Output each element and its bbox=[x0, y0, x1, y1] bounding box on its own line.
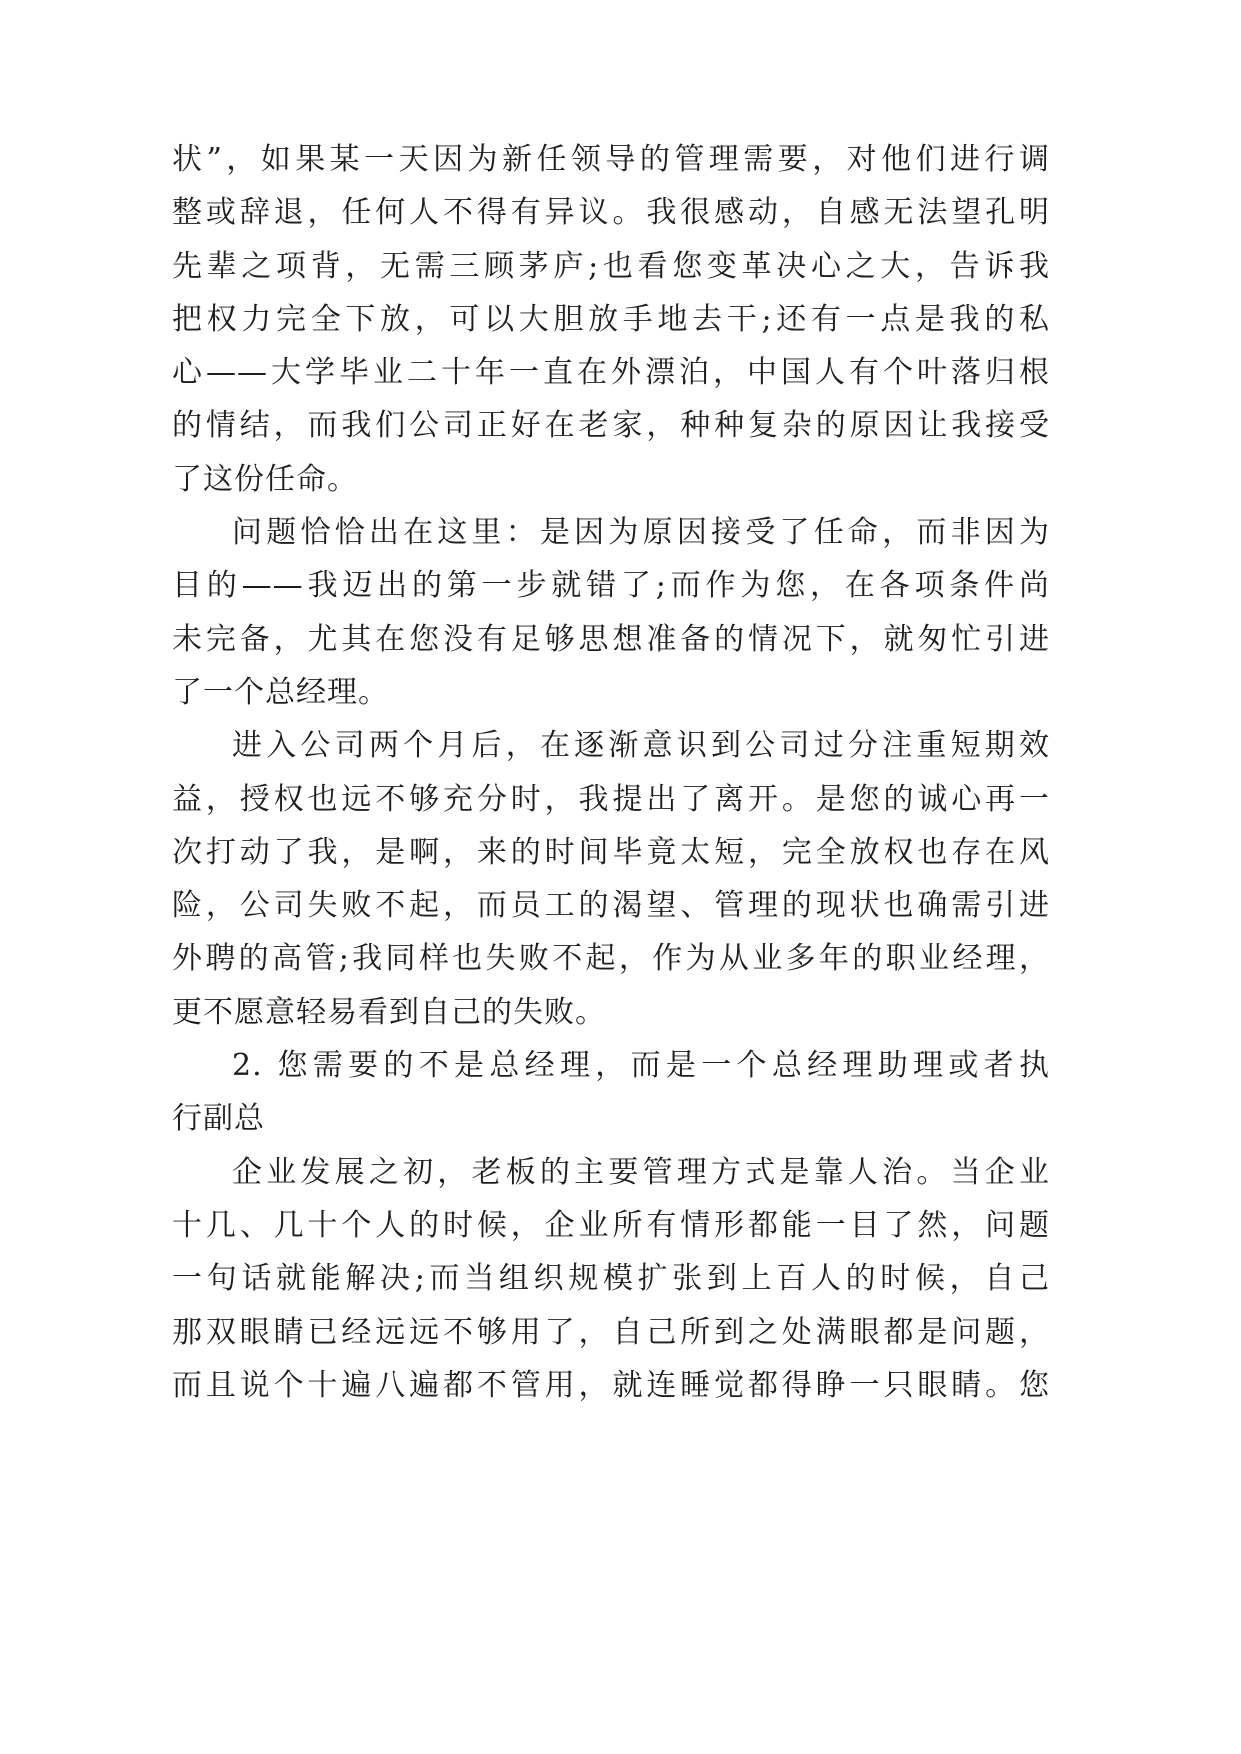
document-body bbox=[172, 133, 1050, 1412]
text-line: 整或辞退，任何人不得有异议。我很感动，自感无法望孔明 bbox=[172, 195, 1050, 231]
text-line: 次打动了我，是啊，来的时间毕竟太短，完全放权也存在风 bbox=[172, 834, 1050, 870]
text-line: 目的——我迈出的第一步就错了;而作为您，在各项条件尚 bbox=[172, 568, 1050, 604]
text-line: 2. 您需要的不是总经理，而是一个总经理助理或者执 bbox=[232, 1048, 1050, 1084]
paragraph bbox=[172, 1146, 1050, 1412]
text-line: 先辈之项背，无需三顾茅庐;也看您变革决心之大，告诉我 bbox=[172, 248, 1050, 284]
text-line: 那双眼睛已经远远不够用了，自己所到之处满眼都是问题， bbox=[172, 1314, 1050, 1350]
text-line: 未完备，尤其在您没有足够思想准备的情况下，就匆忙引进 bbox=[172, 621, 1050, 657]
text-line: 一句话就能解决;而当组织规模扩张到上百人的时候，自己 bbox=[172, 1261, 1050, 1297]
text-line: 险，公司失败不起，而员工的渴望、管理的现状也确需引进 bbox=[172, 888, 1050, 924]
section-heading bbox=[172, 1039, 1050, 1146]
paragraph bbox=[172, 719, 1050, 1039]
paragraph bbox=[172, 133, 1050, 506]
text-line: 的情结，而我们公司正好在老家，种种复杂的原因让我接受 bbox=[172, 408, 1050, 444]
text-line: 行副总 bbox=[172, 1101, 265, 1137]
text-line: 而且说个十遍八遍都不管用，就连睡觉都得睁一只眼睛。您 bbox=[172, 1367, 1050, 1403]
text-line: 问题恰恰出在这里：是因为原因接受了任命，而非因为 bbox=[232, 515, 1050, 551]
paragraph bbox=[172, 506, 1050, 719]
text-line: 企业发展之初，老板的主要管理方式是靠人治。当企业 bbox=[232, 1154, 1050, 1190]
text-line: 十几、几十个人的时候，企业所有情形都能一目了然，问题 bbox=[172, 1207, 1050, 1243]
text-line: 了一个总经理。 bbox=[172, 674, 389, 710]
text-line: 更不愿意轻易看到自己的失败。 bbox=[172, 994, 606, 1030]
text-line: 进入公司两个月后，在逐渐意识到公司过分注重短期效 bbox=[232, 728, 1050, 764]
text-line: 心——大学毕业二十年一直在外漂泊，中国人有个叶落归根 bbox=[172, 355, 1050, 391]
text-line: 状”，如果某一天因为新任领导的管理需要，对他们进行调 bbox=[172, 142, 1050, 177]
text-line: 外聘的高管;我同样也失败不起，作为从业多年的职业经理， bbox=[172, 941, 1050, 977]
text-line: 了这份任命。 bbox=[172, 461, 358, 497]
text-line: 把权力完全下放，可以大胆放手地去干;还有一点是我的私 bbox=[172, 301, 1050, 337]
text-line: 益，授权也远不够充分时，我提出了离开。是您的诚心再一 bbox=[172, 781, 1050, 817]
